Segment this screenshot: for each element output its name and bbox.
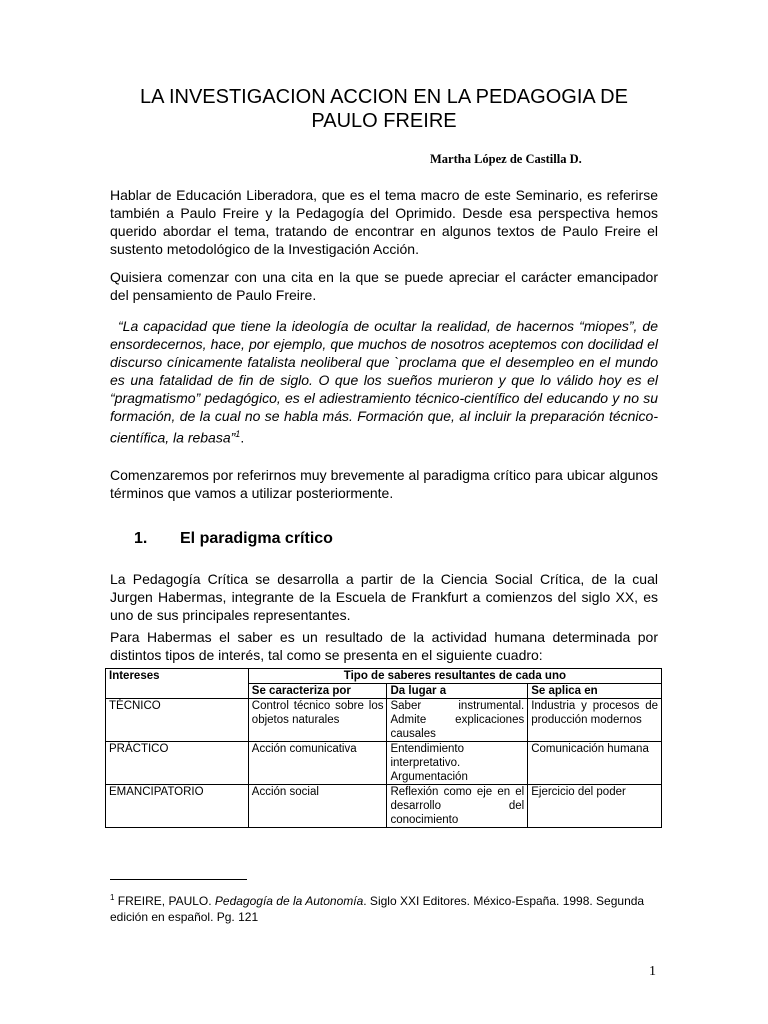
subheader-caracteriza: Se caracteriza por bbox=[248, 684, 387, 699]
section-paragraph-2: Para Habermas el saber es un resultado de la actividad humana determinada por distintos tipos de interés, tal como se presenta en el siguiente cuadro: bbox=[110, 629, 658, 663]
footnote bbox=[110, 890, 658, 925]
table-cell: Acción comunicativa bbox=[248, 742, 387, 785]
section-paragraph-1: La Pedagogía Crítica se desarrolla a partir de la Ciencia Social Crítica, de la cual Jurgen Habermas, integrante de la Escuela de Frankfurt a comienzos del siglo XX, es uno de sus principales representantes. bbox=[110, 571, 658, 623]
table-cell: Control técnico sobre los objetos naturales bbox=[248, 699, 387, 742]
table-row bbox=[106, 785, 662, 828]
table-cell: Reflexión como eje en el desarrollo del conocimiento bbox=[387, 785, 528, 828]
table-row bbox=[106, 699, 662, 742]
table-cell: EMANCIPATORIO bbox=[106, 785, 249, 828]
section-number: 1. bbox=[134, 530, 148, 547]
table-cell: Acción social bbox=[248, 785, 387, 828]
paradigm-intro-paragraph: Comenzaremos por referirnos muy brevemente al paradigma crítico para ubicar algunos términos que vamos a utilizar posteriormente. bbox=[110, 467, 658, 501]
table-cell: Industria y procesos de producción modernos bbox=[528, 699, 662, 742]
interests-table bbox=[105, 668, 662, 828]
quote-footnote-mark[interactable]: 1 bbox=[235, 429, 241, 439]
title-line-1: LA INVESTIGACION ACCION EN LA PEDAGOGIA DE bbox=[140, 86, 628, 108]
quote-end: . bbox=[240, 429, 245, 446]
table-header-row bbox=[106, 669, 662, 684]
intro-paragraph: Hablar de Educación Liberadora, que es el tema macro de este Seminario, es referirse también a Paulo Freire y la Pedagogía del Oprimido. Desde esa perspectiva hemos querido abordar el tema, tratando de encontrar en algunos textos de Paulo Freire el sustento metodológico de la Investigación Acción. bbox=[110, 187, 658, 257]
document-title bbox=[110, 85, 658, 133]
freire-quote bbox=[110, 317, 658, 447]
author-name: Martha López de Castilla D. bbox=[430, 152, 582, 166]
table-cell: TÉCNICO bbox=[106, 699, 249, 742]
header-group: Tipo de saberes resultantes de cada uno bbox=[248, 669, 661, 684]
subheader-aplica: Se aplica en bbox=[528, 684, 662, 699]
footnote-separator bbox=[110, 879, 247, 880]
quote-text: “La capacidad que tiene la ideología de ocultar la realidad, de hacernos “miopes”, de ensordecernos, hace, por ejemplo, que muchos de nosotros aceptemos con docilidad el discurso cínicamente fatalista neoliberal que `proclama que el desempleo en el mundo es una fatalidad de fin de siglo. O que los sueños murieron y que lo válido hoy es el “pragmatismo” pedagógico, es el adiestramiento técnico-científico del educando y no su formación, de la cual no se habla más. Formación que, al incluir la preparación técnico-científica, la rebasa” bbox=[110, 318, 658, 446]
footnote-details: . Siglo XXI Editores. México-España. 1998. Segunda edición en español. Pg. 121 bbox=[110, 894, 645, 924]
table-cell: Saber instrumental. Admite explicaciones causales bbox=[387, 699, 528, 742]
footnote-mark: 1 bbox=[110, 893, 115, 902]
title-line-2: PAULO FREIRE bbox=[311, 110, 457, 132]
footnote-book-title: Pedagogía de la Autonomía bbox=[214, 894, 364, 908]
header-intereses: Intereses bbox=[106, 669, 249, 699]
section-title: El paradigma crítico bbox=[180, 530, 333, 547]
table-cell: PRÁCTICO bbox=[106, 742, 249, 785]
subheader-da-lugar: Da lugar a bbox=[387, 684, 528, 699]
table-cell: Ejercicio del poder bbox=[528, 785, 662, 828]
table-row bbox=[106, 742, 662, 785]
page-number: 1 bbox=[649, 964, 656, 979]
table-cell: Entendimiento interpretativo. Argumentación bbox=[387, 742, 528, 785]
citation-intro-paragraph: Quisiera comenzar con una cita en la que se puede apreciar el carácter emancipador del pensamiento de Paulo Freire. bbox=[110, 269, 658, 303]
table-cell: Comunicación humana bbox=[528, 742, 662, 785]
footnote-author: FREIRE, PAULO. bbox=[114, 894, 215, 908]
section-heading bbox=[134, 530, 333, 548]
